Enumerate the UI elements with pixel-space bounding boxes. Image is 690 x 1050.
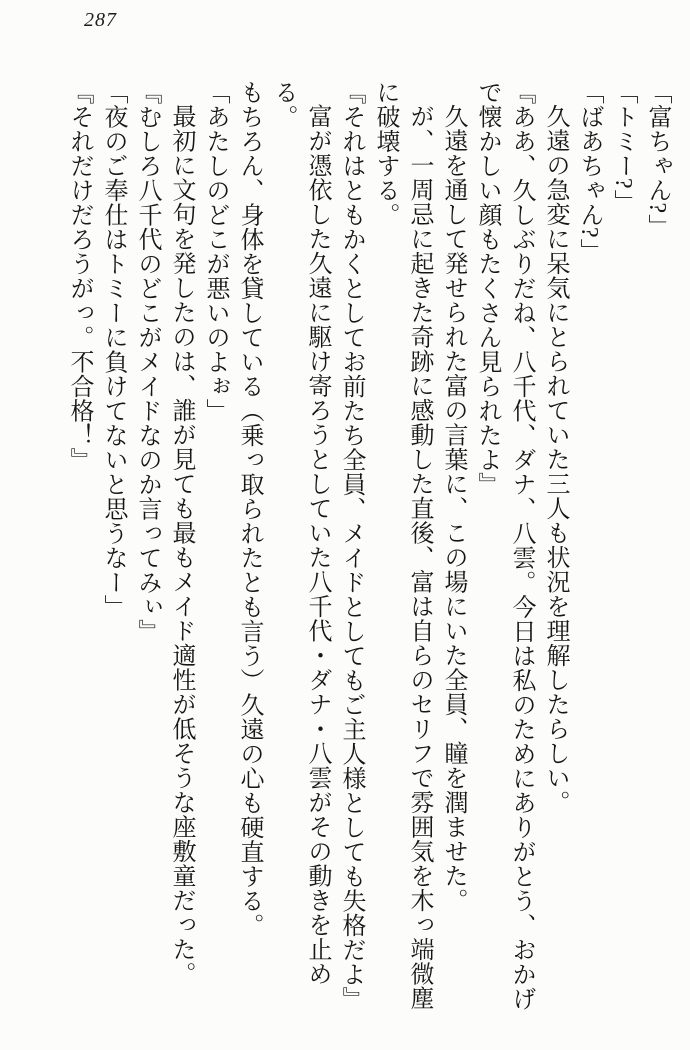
dialogue-line: 「富ちゃん?」	[644, 80, 670, 239]
narration-line: 富が憑依した久遠に駆け寄ろうとしていた八千代・ダナ・八雲がその動きを止める。	[270, 80, 330, 986]
narration-line: が、一周忌に起きた奇跡に感動した直後、富は自らのセリフで雰囲気を木っ端微塵に破壊する。	[372, 80, 432, 1011]
dialogue-line: 「トミー?」	[610, 80, 636, 214]
narration-line: もちろん、身体を貸している（乗っ取られたとも言う）久遠の心も硬直する。	[236, 80, 262, 938]
dialogue-line: 『ああ、久しぶりだね、八千代、ダナ、八雲。今日は私のためにありがとう、おかげで懐かしい顔もたくさん見られたよ』	[474, 80, 534, 1011]
dialogue-line: 「あたしのどこが悪いのよぉ」	[202, 80, 228, 423]
vertical-text-block	[62, 80, 674, 1016]
dialogue-line: 『それはともかくとしてお前たち全員、メイドとしてもご主人様としても失格だよ』	[338, 80, 364, 1011]
narration-line: 最初に文句を発したのは、誰が見ても最もメイド適性が低そうな座敷童だった。	[168, 104, 194, 986]
dialogue-line: 『むしろ八千代のどこがメイドなのか言ってみぃ』	[134, 80, 160, 644]
narration-line: 久遠の急変に呆気にとられていた三人も状況を理解したらしい。	[542, 104, 568, 815]
dialogue-line: 「夜のご奉仕はトミーに負けてないと思うなー」	[100, 80, 126, 619]
page-number: 287	[84, 9, 117, 31]
narration-line: 久遠を通して発せられた富の言葉に、この場にいた全員、瞳を潤ませた。	[440, 104, 466, 913]
dialogue-line: 「ばあちゃん?」	[576, 80, 602, 263]
dialogue-line: 『それだけだろうがっ。不合格！』	[66, 80, 92, 472]
